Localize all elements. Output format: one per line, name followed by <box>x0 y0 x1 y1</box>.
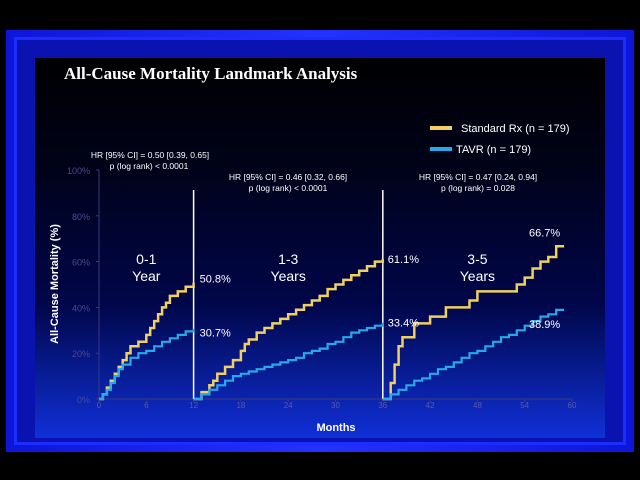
x-tick-label: 0 <box>96 401 102 410</box>
endpoint-value-label: 66.7% <box>529 227 561 240</box>
endpoint-labels <box>200 227 561 339</box>
y-axis-label: All-Cause Mortality (%) <box>49 224 61 344</box>
x-tick-label: 24 <box>283 401 293 410</box>
endpoint-value-label: 61.1% <box>387 254 420 267</box>
endpoint-value-label: 30.7% <box>199 327 231 340</box>
landmark-lines <box>194 190 383 399</box>
y-tick-label: 20% <box>71 349 90 360</box>
x-tick-label: 48 <box>472 401 482 410</box>
p-annotation-0-1yr: p (log rank) < 0.0001 <box>109 161 189 171</box>
y-tick-label: 0% <box>76 395 90 405</box>
period-labels <box>132 251 495 284</box>
p-annotation-1-3yr: p (log rank) < 0.0001 <box>248 183 328 193</box>
x-tick-label: 6 <box>144 401 149 410</box>
y-tick-label: 40% <box>71 303 90 314</box>
period-label-line1: 0-1 <box>136 251 157 267</box>
legend <box>430 123 570 156</box>
legend-standard-rx-label: Standard Rx (n = 179) <box>461 123 570 135</box>
x-tick-label: 30 <box>331 401 340 410</box>
legend-tavr-label: TAVR (n = 179) <box>456 144 532 156</box>
hr-annotation-3-5yr: HR [95% CI] = 0.47 [0.24, 0.94] <box>418 172 538 182</box>
endpoint-value-label: 33.4% <box>387 317 420 330</box>
x-tick-label: 42 <box>425 401 435 410</box>
period-label-line2: Year <box>132 268 161 284</box>
y-tick-label: 60% <box>71 257 90 268</box>
x-tick-label: 12 <box>189 401 199 410</box>
standard-rx-series-line <box>99 283 194 399</box>
x-tick-label: 54 <box>520 401 530 410</box>
annotations <box>91 150 537 193</box>
period-label-line1: 1-3 <box>278 251 299 267</box>
period-label-line2: Years <box>270 268 306 284</box>
y-tick-label: 100% <box>66 166 90 176</box>
period-label-line2: Years <box>459 268 496 284</box>
hr-annotation-0-1yr: HR [95% CI] = 0.50 [0.39, 0.65] <box>90 150 210 160</box>
x-tick-label: 36 <box>378 401 388 410</box>
chart-title: All-Cause Mortality Landmark Analysis <box>64 64 358 83</box>
x-axis-label: Months <box>316 422 356 434</box>
y-tick-label: 80% <box>71 211 90 222</box>
period-label-line1: 3-5 <box>467 251 488 267</box>
x-tick-label: 60 <box>567 401 577 410</box>
axes <box>67 166 577 410</box>
endpoint-value-label: 50.8% <box>199 273 231 286</box>
x-tick-label: 18 <box>236 401 246 410</box>
hr-annotation-1-3yr: HR [95% CI] = 0.46 [0.32, 0.66] <box>228 172 348 182</box>
p-annotation-3-5yr: p (log rank) = 0.028 <box>441 183 515 193</box>
endpoint-value-label: 38.9% <box>529 318 561 331</box>
